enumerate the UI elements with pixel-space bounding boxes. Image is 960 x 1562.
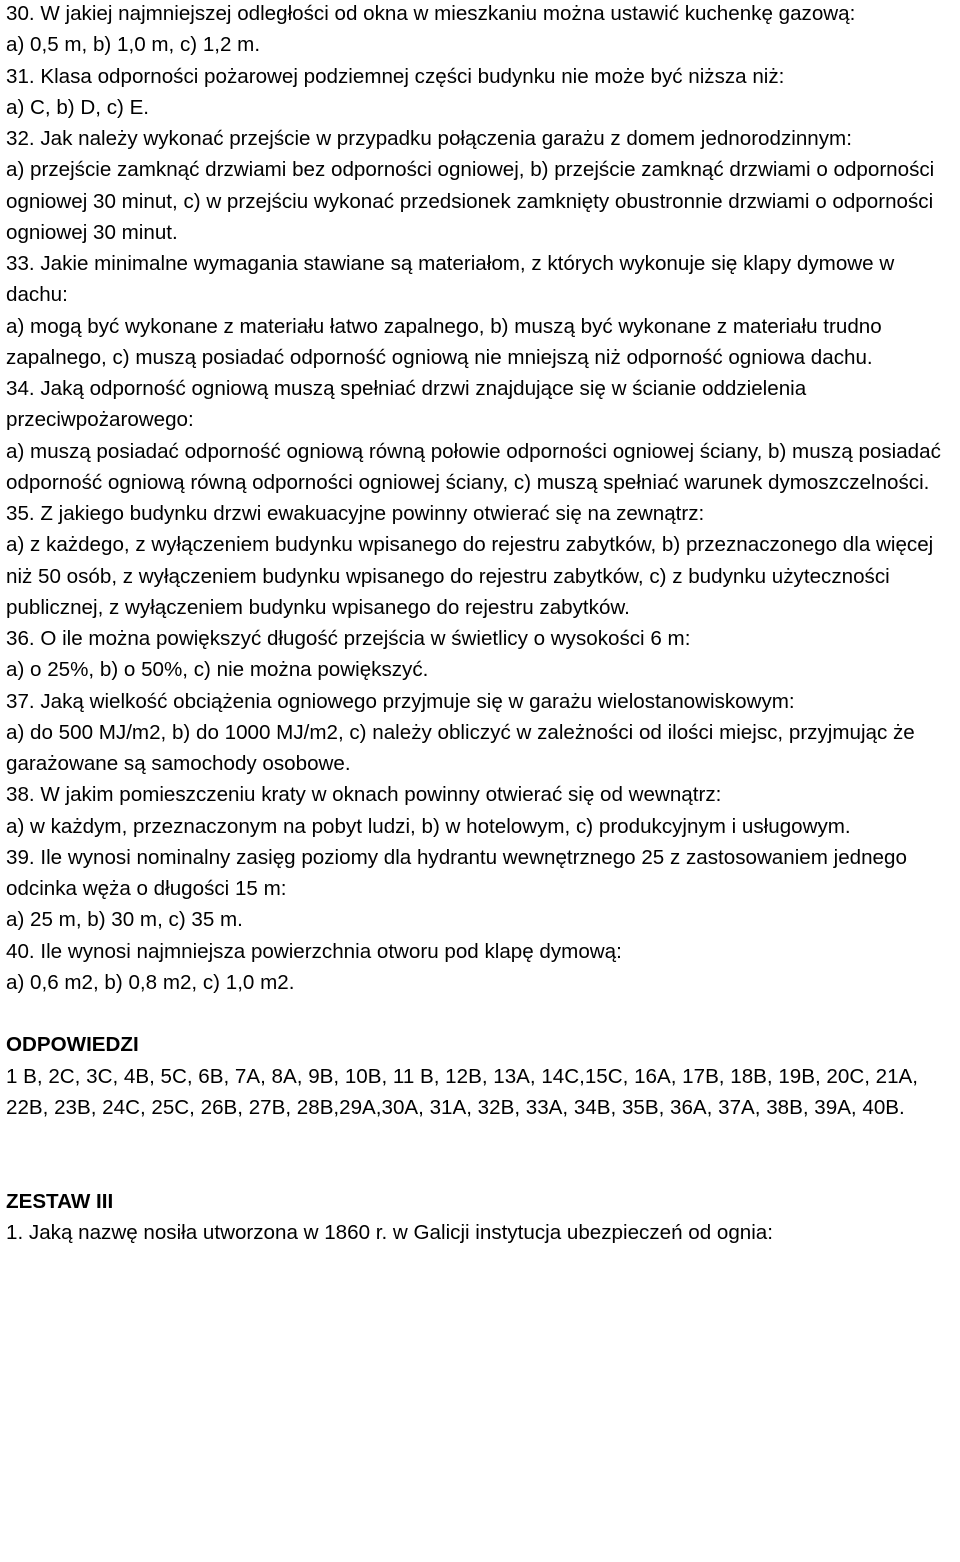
question-text: 32. Jak należy wykonać przejście w przypadku połączenia garażu z domem jednorodzinnym: <box>6 127 852 150</box>
question-answers: a) 0,6 m2, b) 0,8 m2, c) 1,0 m2. <box>6 970 295 994</box>
spacer <box>6 1123 956 1186</box>
set-heading: ZESTAW III <box>6 1189 114 1213</box>
question-answers: a) C, b) D, c) E. <box>6 95 150 119</box>
spacer <box>6 998 956 1029</box>
question-answers: a) przejście zamknąć drzwiami bez odporności ogniowej, b) przejście zamknąć drzwiami o odporności ogniowej 30 minut, c) w przejściu wykonać przedsionek zamknięty obustronnie drzwiami o odporności ogniowej 30 minut. <box>6 158 935 244</box>
question-answers: a) 25 m, b) 30 m, c) 35 m. <box>6 908 243 932</box>
question-answers: a) mogą być wykonane z materiału łatwo zapalnego, b) muszą być wykonane z materiału trudno zapalnego, c) muszą posiadać odporność ogniową nie mniejszą niż odporność ogniowa dachu. <box>6 314 882 369</box>
question-text: 35. Z jakiego budynku drzwi ewakuacyjne powinny otwierać się na zewnątrz: <box>6 502 705 525</box>
document-page <box>6 0 956 1248</box>
question-text: 1. Jaką nazwę nosiła utworzona w 1860 r. w Galicji instytucja ubezpieczeń od ognia: <box>6 1220 773 1244</box>
question-text: 39. Ile wynosi nominalny zasięg poziomy dla hydrantu wewnętrznego 25 z zastosowaniem jednego odcinka węża o długości 15 m: <box>6 845 907 900</box>
question-text: 33. Jakie minimalne wymagania stawiane są materiałom, z których wykonuje się klapy dymowe w dachu: <box>6 252 895 307</box>
question-answers: a) o 25%, b) o 50%, c) nie można powiększyć. <box>6 658 429 682</box>
question-text: 30. W jakiej najmniejszej odległości od okna w mieszkaniu można ustawić kuchenkę gazową: <box>6 2 856 25</box>
question-text: 38. W jakim pomieszczeniu kraty w oknach powinny otwierać się od wewnątrz: <box>6 783 722 807</box>
answers-key: 1 B, 2C, 3C, 4B, 5C, 6B, 7A, 8A, 9B, 10B, 11 B, 12B, 13A, 14C,15C, 16A, 17B, 18B, 19B, 20C, 21A, 22B, 23B, 24C, 25C, 26B, 27B, 28B,29A,30A, 31A, 32B, 33A, 34B, 35B, 36A, 37A, 38B, 39A, 40B. <box>6 1064 919 1119</box>
answers-heading: ODPOWIEDZI <box>6 1033 139 1057</box>
question-answers: a) do 500 MJ/m2, b) do 1000 MJ/m2, c) należy obliczyć w zależności od ilości miejsc, przyjmując że garażowane są samochody osobowe. <box>6 720 915 775</box>
question-text: 36. O ile można powiększyć długość przejścia w świetlicy o wysokości 6 m: <box>6 627 691 650</box>
question-text: 40. Ile wynosi najmniejsza powierzchnia otworu pod klapę dymową: <box>6 939 622 963</box>
question-answers: a) 0,5 m, b) 1,0 m, c) 1,2 m. <box>6 33 261 57</box>
question-answers: a) z każdego, z wyłączeniem budynku wpisanego do rejestru zabytków, b) przeznaczonego dla więcej niż 50 osób, z wyłączeniem budynku wpisanego do rejestru zabytków, c) z budynku użyteczności publicznej, z wyłączeniem budynku wpisanego do rejestru zabytków. <box>6 533 934 619</box>
question-text: 31. Klasa odporności pożarowej podziemnej części budynku nie może być niższa niż: <box>6 64 785 88</box>
question-answers: a) muszą posiadać odporność ogniową równą połowie odporności ogniowej ściany, b) muszą posiadać odporność ogniową równą odporności ogniowej ściany, c) muszą spełniać warunek dymoszczelności. <box>6 439 941 494</box>
question-text: 37. Jaką wielkość obciążenia ogniowego przyjmuje się w garażu wielostanowiskowym: <box>6 689 795 713</box>
question-text: 34. Jaką odporność ogniową muszą spełniać drzwi znajdujące się w ścianie oddzielenia przeciwpożarowego: <box>6 377 807 432</box>
question-answers: a) w każdym, przeznaczonym na pobyt ludzi, b) w hotelowym, c) produkcyjnym i usługowym. <box>6 814 851 838</box>
